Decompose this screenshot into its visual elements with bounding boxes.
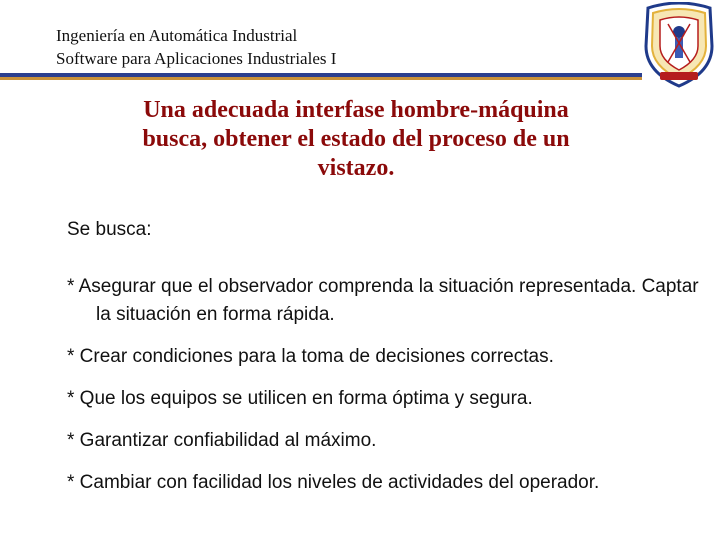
slide-header [56,24,336,70]
list-item: * Garantizar confiabilidad al máximo. [67,430,377,451]
title-line-1: Una adecuada interfase hombre-máquina [143,97,569,123]
title-line-3: vistazo. [317,155,395,181]
title-line-2: busca, obtener el estado del proceso de un [142,126,570,152]
intro-text: Se busca: [67,219,152,240]
list-item: * Asegurar que el observador comprenda la situación representada. Captar la situación en forma rápida. [67,276,699,325]
slide-title [96,96,616,183]
list-item: * Que los equipos se utilicen en forma óptima y segura. [67,388,533,409]
list-item: * Cambiar con facilidad los niveles de actividades del operador. [67,472,600,493]
program-name: Ingeniería en Automática Industrial [56,26,298,45]
course-name: Software para Aplicaciones Industriales I [56,49,337,68]
bullet-list [67,273,707,511]
list-item: * Crear condiciones para la toma de decisiones correctas. [67,346,554,367]
university-seal-icon [640,2,718,88]
header-rule-orange [0,77,642,80]
